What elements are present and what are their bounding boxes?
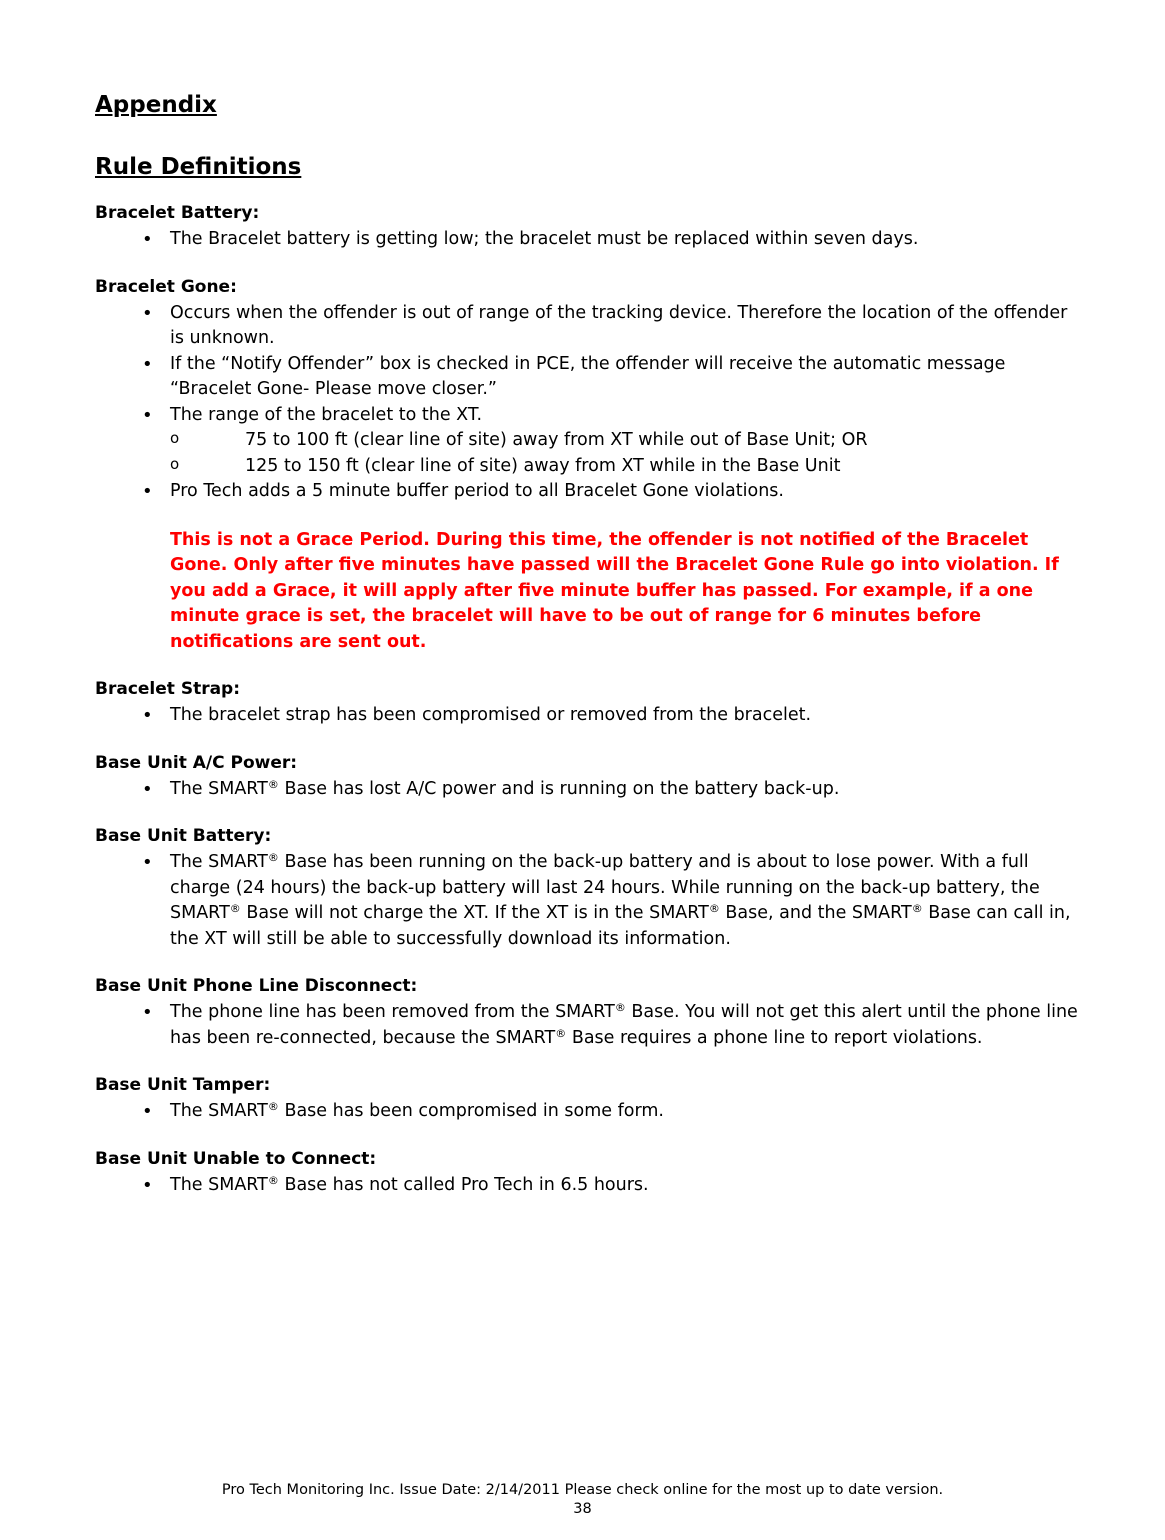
text-part: Base has been compromised in some form.: [278, 1101, 664, 1122]
rule-title-base-unit-phone-line: Base Unit Phone Line Disconnect:: [95, 976, 418, 997]
document-page: [95, 92, 1085, 1220]
text-part: The SMART: [170, 1174, 268, 1195]
sub-list-range: [170, 428, 1085, 479]
sub-list-item: o 125 to 150 ft (clear line of site) away from XT while in the Base Unit: [170, 454, 1085, 480]
text-part: Base will not charge the XT. If the XT is in the SMART: [240, 903, 709, 924]
rule-title-bracelet-strap: Bracelet Strap:: [95, 679, 241, 700]
page-title: Appendix: [95, 92, 217, 118]
text-part: Base has lost A/C power and is running on the battery back-up.: [278, 778, 840, 799]
text-part: Base, and the SMART: [719, 903, 912, 924]
text-part: Base can call in, the XT will still be able to successfully download its information.: [170, 903, 1071, 949]
rule-list-base-unit-phone-line: [95, 1000, 1085, 1051]
text-part: The SMART: [170, 1101, 268, 1122]
section-title: Rule Definitions: [95, 153, 302, 180]
rule-title-bracelet-gone: Bracelet Gone:: [95, 276, 237, 297]
list-item: [95, 777, 1085, 803]
list-item: • The bracelet strap has been compromised or removed from the bracelet.: [95, 703, 1085, 729]
text-part: Base has been running on the back-up battery and is about to lose power. With a full charge (24 hours) the back-up battery will last 24 hours. While running on the back-up battery, the SMART: [170, 852, 1040, 924]
list-item: [95, 403, 1085, 480]
rule-list-base-unit-unable: [95, 1173, 1085, 1199]
footer-text: Pro Tech Monitoring Inc. Issue Date: 2/14/2011 Please check online for the most up to date version.: [221, 1482, 944, 1498]
page-footer: [0, 1481, 1165, 1519]
list-item: [95, 1099, 1085, 1125]
text-part: Base requires a phone line to report violations.: [566, 1027, 983, 1048]
rule-title-base-unit-unable: Base Unit Unable to Connect:: [95, 1148, 377, 1169]
rule-list-bracelet-battery: [95, 227, 1085, 253]
registered-mark: ®: [267, 1100, 279, 1114]
registered-mark: ®: [267, 1173, 279, 1187]
list-item: [95, 1000, 1085, 1051]
text-part: The phone line has been removed from the SMART: [170, 1002, 615, 1023]
list-item: • Occurs when the offender is out of range of the tracking device. Therefore the location of the offender is unknown.: [95, 301, 1085, 352]
rule-list-base-unit-tamper: [95, 1099, 1085, 1125]
rule-list-base-unit-battery: [95, 850, 1085, 952]
registered-mark: ®: [911, 902, 923, 916]
list-item: [95, 1173, 1085, 1199]
text-part: Base. You will not get this alert until the phone line has been re-connected, because the SMART: [170, 1002, 1078, 1048]
sub-list-item: o 75 to 100 ft (clear line of site) away from XT while out of Base Unit; OR: [170, 428, 1085, 454]
list-item: • The Bracelet battery is getting low; the bracelet must be replaced within seven days.: [95, 227, 1085, 253]
rule-title-bracelet-battery: Bracelet Battery:: [95, 203, 260, 224]
registered-mark: ®: [614, 1001, 626, 1015]
rule-title-base-unit-ac-power: Base Unit A/C Power:: [95, 752, 298, 773]
rule-title-base-unit-battery: Base Unit Battery:: [95, 826, 272, 847]
grace-period-warning: This is not a Grace Period. During this time, the offender is not notified of the Bracelet Gone. Only after five minutes have passed will the Bracelet Gone Rule go into violation. If you add a Grace, it will apply after five minute buffer has passed. For example, if a one minute grace is set, the bracelet will have to be out of range for 6 minutes before notifications are sent out.: [170, 529, 1059, 652]
rule-title-base-unit-tamper: Base Unit Tamper:: [95, 1075, 271, 1096]
text-part: The SMART: [170, 778, 268, 799]
rule-list-base-unit-ac-power: [95, 777, 1085, 803]
registered-mark: ®: [708, 902, 720, 916]
registered-mark: ®: [267, 777, 279, 791]
rule-list-bracelet-gone: [95, 301, 1085, 505]
rule-list-bracelet-strap: [95, 703, 1085, 729]
registered-mark: ®: [267, 851, 279, 865]
registered-mark: ®: [555, 1026, 567, 1040]
list-item: [95, 850, 1085, 952]
list-item: • Pro Tech adds a 5 minute buffer period to all Bracelet Gone violations.: [95, 479, 1085, 505]
registered-mark: ®: [229, 902, 241, 916]
page-number: 38: [573, 1501, 592, 1517]
text-part: The SMART: [170, 852, 268, 873]
list-item-text: The range of the bracelet to the XT.: [170, 404, 483, 425]
list-item: • If the “Notify Offender” box is checked in PCE, the offender will receive the automatic message “Bracelet Gone- Please move closer.”: [95, 352, 1085, 403]
text-part: Base has not called Pro Tech in 6.5 hours.: [278, 1174, 649, 1195]
